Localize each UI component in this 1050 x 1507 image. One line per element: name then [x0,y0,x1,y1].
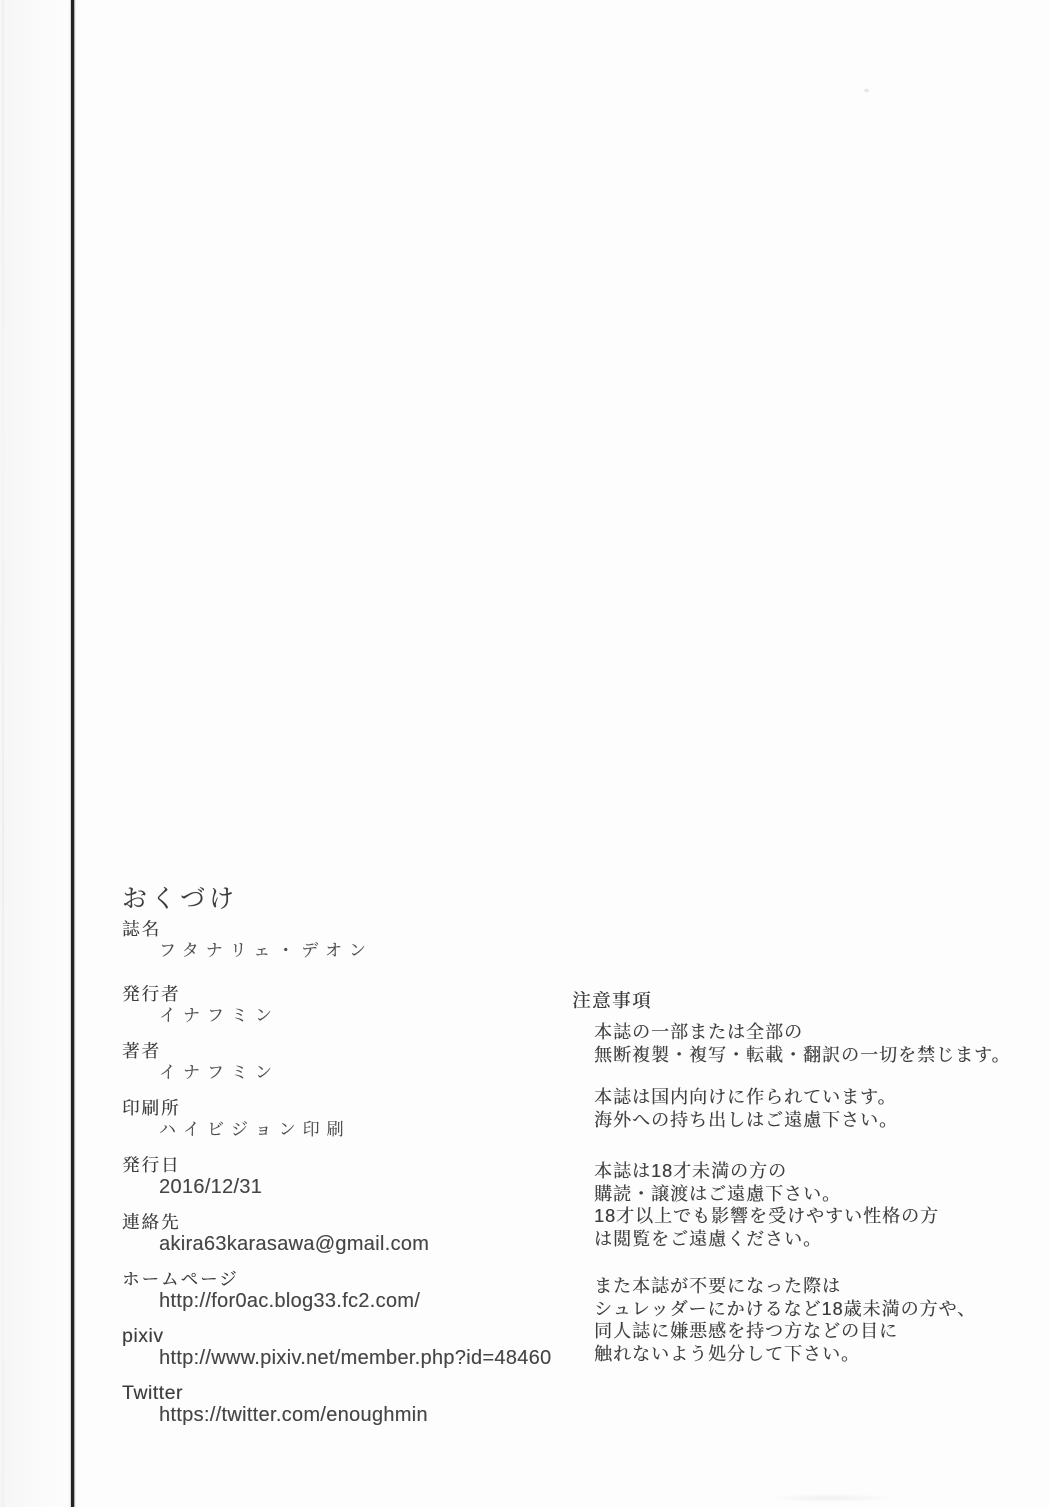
colophon-label: 発行者 [122,984,181,1004]
colophon-label: 連絡先 [122,1212,181,1232]
colophon-entry-publisher [122,983,592,1027]
notices-column [572,988,1022,1365]
spine-line [71,0,74,1507]
scan-artifact-smudge [770,1494,890,1502]
notice-line: 本誌は国内向けに作られています。 [594,1087,897,1107]
notice-line: は閲覧をご遠慮ください。 [594,1228,822,1249]
colophon-value: イナフミン [159,1063,279,1083]
notice-line: 無断複製・複写・転載・翻訳の一切を禁じます。 [594,1044,1011,1065]
scan-artifact-speck [863,88,870,93]
colophon-value-url: http://www.pixiv.net/member.php?id=48460 [159,1347,552,1369]
colophon-entry-date [122,1154,592,1198]
notice-line: 購読・譲渡はご遠慮下さい。 [594,1183,841,1204]
notice-line: 触れないよう処分して下さい。 [594,1343,860,1364]
colophon-label: pixiv [122,1325,164,1347]
colophon-entry-contact [122,1211,592,1255]
colophon-entry-title [122,918,592,962]
notice-line: 同人誌に嫌悪感を持つ方などの目に [594,1321,898,1341]
notice-line: 本誌は18才未満の方の [594,1161,788,1181]
colophon-label: Twitter [122,1382,183,1404]
colophon-label: 印刷所 [122,1098,181,1118]
colophon-label: 著者 [122,1041,161,1061]
colophon-entry-homepage [122,1268,592,1312]
colophon-value: イナフミン [159,1006,279,1026]
colophon-value-url: http://for0ac.blog33.fc2.com/ [159,1290,421,1312]
notice-paragraph-domestic [594,1086,1022,1131]
colophon-label: ホームページ [122,1269,239,1289]
colophon-entry-pixiv [122,1325,592,1369]
notice-line: 18才以上でも影響を受けやすい性格の方 [594,1206,940,1226]
colophon-entry-printer [122,1097,592,1141]
colophon-column [122,884,592,1439]
colophon-label: 発行日 [122,1155,181,1175]
notice-line: 海外への持ち出しはご遠慮下さい。 [594,1109,898,1130]
colophon-entry-author [122,1040,592,1084]
page-title: おくづけ [122,884,239,913]
paper-edge-shade [2,0,4,1507]
notice-line: また本誌が不要になった際は [594,1276,841,1296]
colophon-value-email: akira63karasawa@gmail.com [159,1233,430,1255]
notices-heading: 注意事項 [572,990,653,1011]
colophon-value: 2016/12/31 [159,1176,263,1198]
colophon-value: フタナリェ・デオン [159,941,373,961]
notice-paragraph-age-restriction [594,1160,1022,1250]
notice-line: シュレッダーにかけるなど18歳未満の方や、 [594,1298,977,1319]
colophon-entry-twitter [122,1382,592,1426]
colophon-value-url: https://twitter.com/enoughmin [159,1404,428,1426]
notice-paragraph-disposal [594,1275,1022,1365]
notice-paragraph-copyright [594,1021,1022,1066]
colophon-label: 誌名 [122,919,161,939]
colophon-value: ハイビジョン印刷 [159,1120,351,1140]
notice-line: 本誌の一部または全部の [594,1022,803,1042]
